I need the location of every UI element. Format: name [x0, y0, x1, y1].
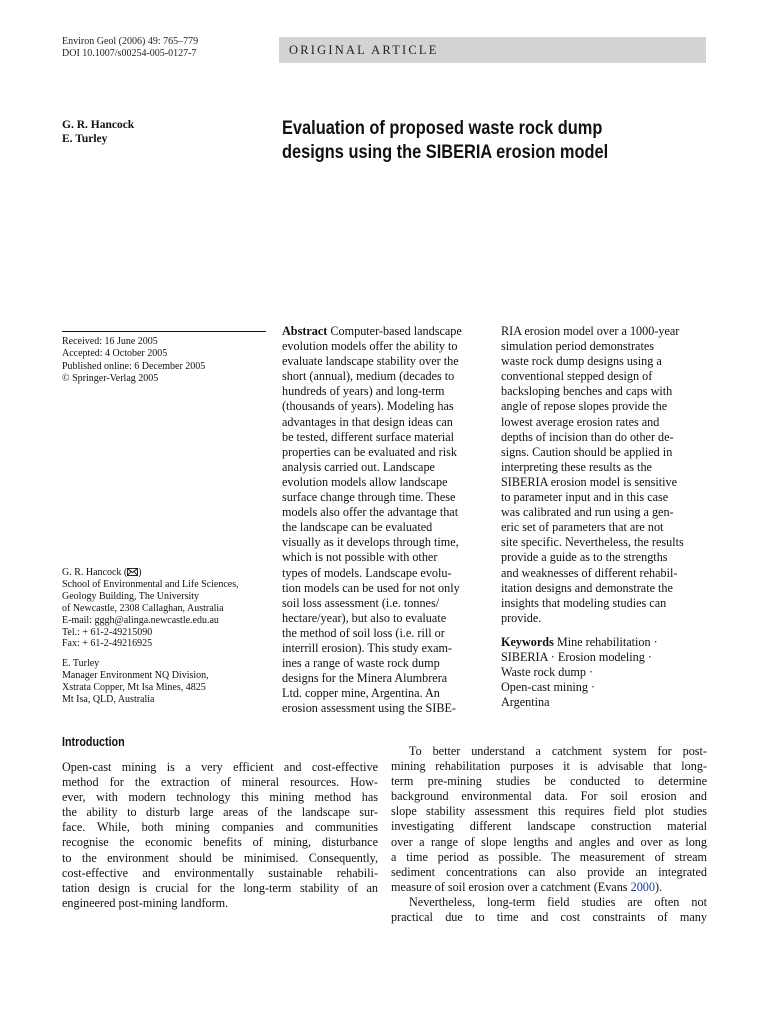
- abstract-line: and weaknesses of different rehabil-: [501, 565, 678, 580]
- keywords-line: Keywords Mine rehabilitation ·: [501, 634, 658, 649]
- abstract-line: the method of soil loss (i.e. rill or: [282, 625, 445, 640]
- body-line: tation design is crucial for the long-term stability of an: [62, 880, 378, 895]
- envelope-icon: [127, 568, 138, 576]
- abstract-line: Abstract Computer-based landscape: [282, 324, 462, 338]
- abstract-line: types of models. Landscape evolu-: [282, 565, 452, 580]
- body-line: mining rehabilitation purposes it is advisable that long-: [391, 759, 707, 774]
- title-line: Evaluation of proposed waste rock dump: [282, 117, 603, 139]
- body-line: to the environment should be minimised. Consequently,: [62, 850, 378, 865]
- keywords-line: Argentina: [501, 695, 550, 710]
- affiliation-line: Xstrata Copper, Mt Isa Mines, 4825: [62, 682, 206, 694]
- abstract-line: waste rock dump designs using a: [501, 354, 662, 369]
- abstract-line: hundreds of years) and long-term: [282, 384, 445, 399]
- body-column-right: [391, 744, 707, 925]
- introduction-paragraph: [62, 760, 378, 911]
- abstract-line: ines a range of waste rock dump: [282, 656, 440, 671]
- article-title: [282, 116, 643, 164]
- abstract-line: depths of incision than do other de-: [501, 429, 674, 444]
- abstract-line: insights that modeling studies can: [501, 595, 667, 610]
- abstract-line: interpreting these results as the: [501, 459, 652, 474]
- body-line: practical due to time and cost constraints of many: [391, 910, 707, 925]
- abstract-line: properties can be evaluated and risk: [282, 444, 457, 459]
- abstract-line: was calibrated and run using a gen-: [501, 505, 674, 520]
- abstract-line: short (annual), medium (decades to: [282, 369, 455, 384]
- published-date: Published online: 6 December 2005: [62, 360, 206, 372]
- abstract-line: to parameter input and in this case: [501, 490, 669, 505]
- abstract-line: SIBERIA erosion model is sensitive: [501, 474, 678, 489]
- abstract-line: evolution models allow landscape: [282, 474, 448, 489]
- body-line: a time period as possible. The measurement of stream: [391, 849, 707, 864]
- keywords-block: [501, 635, 707, 710]
- article-type-banner: ORIGINAL ARTICLE: [279, 37, 706, 63]
- section-heading-introduction: Introduction: [62, 735, 125, 749]
- doi-line: DOI 10.1007/s00254-005-0127-7: [62, 48, 197, 59]
- body-line: over a range of slope lengths and angles and over as long: [391, 834, 707, 849]
- affiliation-line: of Newcastle, 2308 Callaghan, Australia: [62, 602, 224, 614]
- fax-line: Fax: + 61-2-49216925: [62, 638, 153, 650]
- abstract-line: interrill erosion). This study exam-: [282, 640, 453, 655]
- author-list: [62, 118, 134, 146]
- abstract-line: advantages in that design ideas can: [282, 414, 453, 429]
- title-line: designs using the SIBERIA erosion model: [282, 141, 609, 163]
- citation-link[interactable]: 2000: [630, 879, 655, 894]
- publication-dates: [62, 336, 205, 385]
- accepted-date: Accepted: 4 October 2005: [62, 348, 168, 360]
- body-line: Open-cast mining is a very efficient and cost-effective: [62, 760, 378, 774]
- body-line: face. While, both mining companies and communities: [62, 820, 378, 835]
- abstract-line: the landscape can be evaluated: [282, 520, 433, 535]
- abstract-line: analysis carried out. Landscape: [282, 459, 435, 474]
- body-line: cost-effective and environmentally sustainable rehabili-: [62, 865, 378, 880]
- body-line: Nevertheless, long-term field studies are often not: [409, 894, 707, 909]
- abstract-line: erosion assessment using the SIBE-: [282, 701, 456, 716]
- affiliation-line: Mt Isa, QLD, Australia: [62, 694, 155, 706]
- second-author: E. Turley: [62, 658, 100, 670]
- keywords-line: SIBERIA · Erosion modeling ·: [501, 649, 652, 664]
- abstract-line: site specific. Nevertheless, the results: [501, 535, 684, 550]
- author-name: E. Turley: [62, 133, 108, 145]
- body-line: term pre-mining studies be conducted to determine: [391, 774, 707, 789]
- body-line: engineered post-mining landform.: [62, 895, 229, 910]
- abstract-line: provide.: [501, 610, 542, 625]
- abstract-line: lowest average erosion rates and: [501, 414, 660, 429]
- keywords-line: Waste rock dump ·: [501, 665, 594, 680]
- abstract-line: visually as it develops through time,: [282, 535, 459, 550]
- corresponding-author: [62, 567, 272, 579]
- body-line: recognise the economic benefits of mining, disturbance: [62, 835, 378, 850]
- body-line: slope stability assessment this requires field plot studies: [391, 804, 707, 819]
- abstract-line: soil loss assessment (i.e. tonnes/: [282, 595, 440, 610]
- copyright-line: © Springer-Verlag 2005: [62, 372, 159, 384]
- received-date: Received: 16 June 2005: [62, 336, 158, 347]
- phone-line: Tel.: + 61-2-49215090: [62, 626, 153, 638]
- abstract-line: conventional stepped design of: [501, 369, 653, 384]
- abstract-line: backsloping benches and caps with: [501, 384, 673, 399]
- abstract-column-2: [501, 324, 707, 710]
- abstract-line: evaluate landscape stability over the: [282, 354, 459, 369]
- abstract-line: surface change through time. These: [282, 490, 456, 505]
- abstract-line: models also offer the advantage that: [282, 505, 459, 520]
- abstract-line: designs for the Minera Alumbrera: [282, 671, 448, 686]
- abstract-line: simulation period demonstrates: [501, 339, 654, 354]
- abstract-line: itation designs and demonstrate the: [501, 580, 673, 595]
- abstract-line: signs. Caution should be applied in: [501, 444, 673, 459]
- abstract-line: eric set of parameters that are not: [501, 520, 664, 535]
- affiliation-line: Manager Environment NQ Division,: [62, 670, 209, 682]
- body-line: ever, with modern technology this mining method has: [62, 790, 378, 805]
- abstract-line: which is not possible with other: [282, 550, 438, 565]
- keywords-line: Open-cast mining ·: [501, 680, 596, 695]
- body-line: investigating different landscape construction material: [391, 819, 707, 834]
- author-affiliations: [62, 567, 272, 706]
- body-line: sediment concentrations can also provide an integrated: [391, 864, 707, 879]
- abstract-line: be tested, different surface material: [282, 429, 455, 444]
- abstract-line: provide a guide as to the strengths: [501, 550, 668, 565]
- abstract-line: angle of repose slopes provide the: [501, 399, 668, 414]
- abstract-column-1: [282, 324, 488, 716]
- journal-volume-line: Environ Geol (2006) 49: 765–779: [62, 36, 199, 47]
- body-line: To better understand a catchment system for post-: [409, 744, 707, 758]
- abstract-line: evolution models offer the ability to: [282, 339, 458, 354]
- affiliation-line: School of Environmental and Life Sciences,: [62, 578, 239, 590]
- author-name: G. R. Hancock: [62, 119, 135, 131]
- email-link[interactable]: E-mail: gggh@alinga.newcastle.edu.au: [62, 614, 219, 626]
- affiliation-line: Geology Building, The University: [62, 590, 200, 602]
- abstract-line: tion models can be used for not only: [282, 580, 460, 595]
- abstract-line: hectare/year), but also to evaluate: [282, 610, 447, 625]
- keywords-label: Keywords: [501, 634, 554, 649]
- abstract-line: RIA erosion model over a 1000-year: [501, 324, 680, 338]
- body-line: method for the extraction of mineral resources. How-: [62, 775, 378, 790]
- body-line: the ability to disturb large areas of the landscape sur-: [62, 805, 378, 820]
- body-line: background environmental data. For soil erosion and: [391, 789, 707, 804]
- abstract-label: Abstract: [282, 324, 328, 338]
- author-name: G. R. Hancock (: [62, 567, 128, 578]
- abstract-line: Ltd. copper mine, Argentina. An: [282, 686, 440, 701]
- divider-rule: [62, 331, 266, 332]
- author-name-close: ): [138, 567, 142, 578]
- abstract-line: (thousands of years). Modeling has: [282, 399, 454, 414]
- body-line: measure of soil erosion over a catchment (Evans 2000).: [391, 879, 663, 894]
- journal-citation: [62, 36, 198, 60]
